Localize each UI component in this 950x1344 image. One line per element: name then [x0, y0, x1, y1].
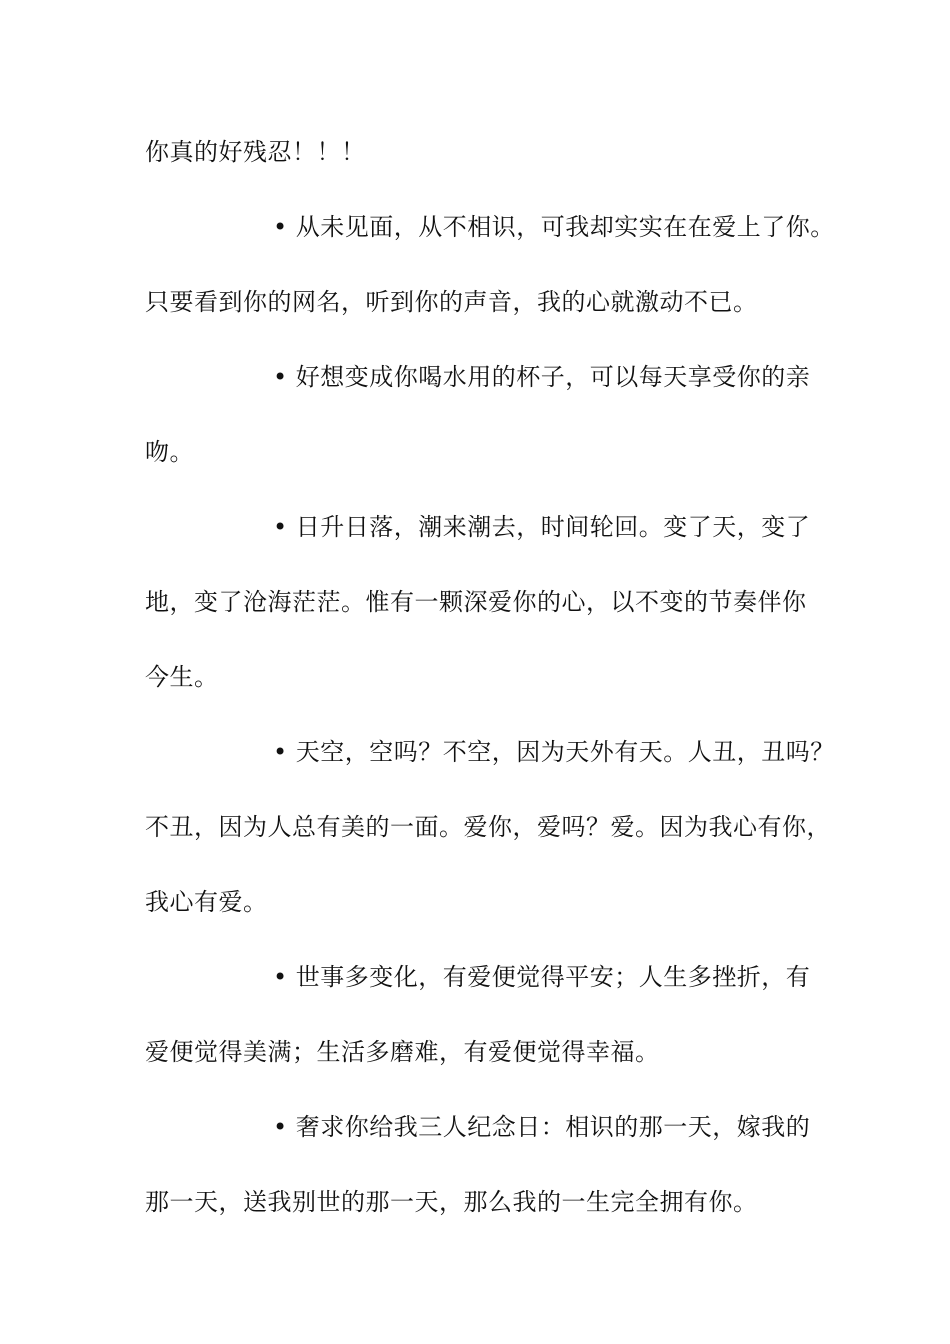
bullet-line: • 从未见面，从不相识，可我却实实在在爱上了你。	[273, 213, 835, 241]
paragraph-line: 吻。	[145, 438, 194, 466]
bullet-line: • 天空，空吗？不空，因为天外有天。人丑，丑吗？	[273, 738, 835, 766]
paragraph-line: 只要看到你的网名，听到你的声音，我的心就激动不已。	[145, 288, 758, 316]
bullet-line: • 世事多变化，有爱便觉得平安；人生多挫折，有	[273, 963, 811, 991]
paragraph-line: 不丑，因为人总有美的一面。爱你，爱吗？爱。因为我心有你，	[145, 813, 831, 841]
paragraph-line: 我心有爱。	[145, 888, 268, 916]
paragraph-line: 爱便觉得美满；生活多磨难，有爱便觉得幸福。	[145, 1038, 660, 1066]
paragraph-line: 地，变了沧海茫茫。惟有一颗深爱你的心，以不变的节奏伴你	[145, 588, 807, 616]
bullet-line: • 日升日落，潮来潮去，时间轮回。变了天，变了	[273, 513, 811, 541]
paragraph-line: 那一天，送我别世的那一天，那么我的一生完全拥有你。	[145, 1188, 758, 1216]
paragraph-line: 你真的好残忍！！！	[145, 138, 366, 166]
paragraph-line: 今生。	[145, 663, 219, 691]
bullet-line: • 好想变成你喝水用的杯子，可以每天享受你的亲	[273, 363, 811, 391]
bullet-line: • 奢求你给我三人纪念日：相识的那一天，嫁我的	[273, 1113, 811, 1141]
